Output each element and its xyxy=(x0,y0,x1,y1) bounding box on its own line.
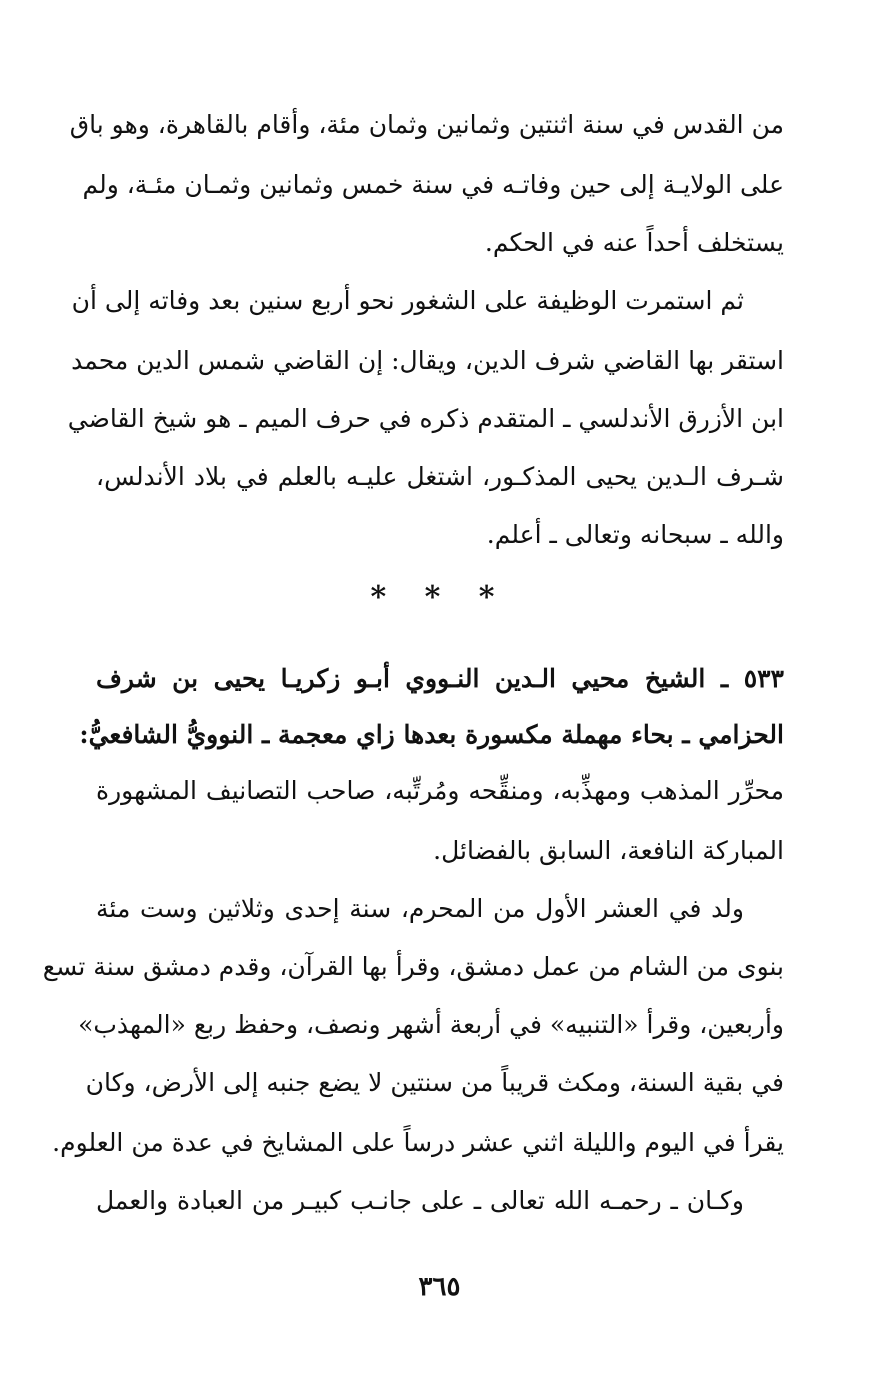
paragraph-2-line-2: استقر بها القاضي شرف الدين، ويقال: إن القاضي شمس الدين محمد xyxy=(71,346,784,375)
page-number: ٣٦٥ xyxy=(418,1272,461,1302)
entry-description-line-1: محرِّر المذهب ومهذِّبه، ومنقِّحه ومُرتِّبه، صاحب التصانيف المشهورة xyxy=(96,776,784,805)
paragraph-1-line-1: من القدس في سنة اثنتين وثمانين وثمان مئة، وأقام بالقاهرة، وهو باق xyxy=(69,110,784,139)
entry-heading-line-2: الحزامي ـ بحاء مهملة مكسورة بعدها زاي معجمة ـ النوويُّ الشافعيُّ: xyxy=(79,720,784,749)
paragraph-3-line-3: وأربعين، وقرأ «التنبيه» في أربعة أشهر ونصف، وحفظ ربع «المهذب» xyxy=(78,1010,784,1039)
section-separator: * * * xyxy=(370,580,509,615)
paragraph-2-line-3: ابن الأزرق الأندلسي ـ المتقدم ذكره في حرف الميم ـ هو شيخ القاضي xyxy=(67,404,784,433)
paragraph-3-line-5: يقرأ في اليوم والليلة اثني عشر درساً على المشايخ في عدة من العلوم. xyxy=(52,1128,784,1157)
paragraph-3-line-1: ولد في العشر الأول من المحرم، سنة إحدى وثلاثين وست مئة xyxy=(96,894,744,923)
entry-heading-line-1: ٥٣٣ ـ الشيخ محيي الـدين النـووي أبـو زكريـا يحيى بن شرف xyxy=(96,664,784,693)
paragraph-1-line-3: يستخلف أحداً عنه في الحكم. xyxy=(484,228,784,257)
paragraph-3-line-4: في بقية السنة، ومكث قريباً من سنتين لا يضع جنبه إلى الأرض، وكان xyxy=(85,1068,784,1097)
paragraph-4-line-1: وكـان ـ رحمـه الله تعالى ـ على جانـب كبيـر من العبادة والعمل xyxy=(96,1186,744,1215)
paragraph-1-line-2: على الولايـة إلى حين وفاتـه في سنة خمس وثمانين وثمـان مئـة، ولم xyxy=(82,170,784,199)
paragraph-2-line-1: ثم استمرت الوظيفة على الشغور نحو أربع سنين بعد وفاته إلى أن xyxy=(71,286,744,315)
paragraph-3-line-2: بنوى من الشام من عمل دمشق، وقرأ بها القرآن، وقدم دمشق سنة تسع xyxy=(42,952,784,981)
entry-description-line-2: المباركة النافعة، السابق بالفضائل. xyxy=(433,836,784,865)
paragraph-2-line-5: والله ـ سبحانه وتعالى ـ أعلم. xyxy=(486,520,784,549)
paragraph-2-line-4: شـرف الـدين يحيى المذكـور، اشتغل عليـه بالعلم في بلاد الأندلس، xyxy=(96,462,784,491)
